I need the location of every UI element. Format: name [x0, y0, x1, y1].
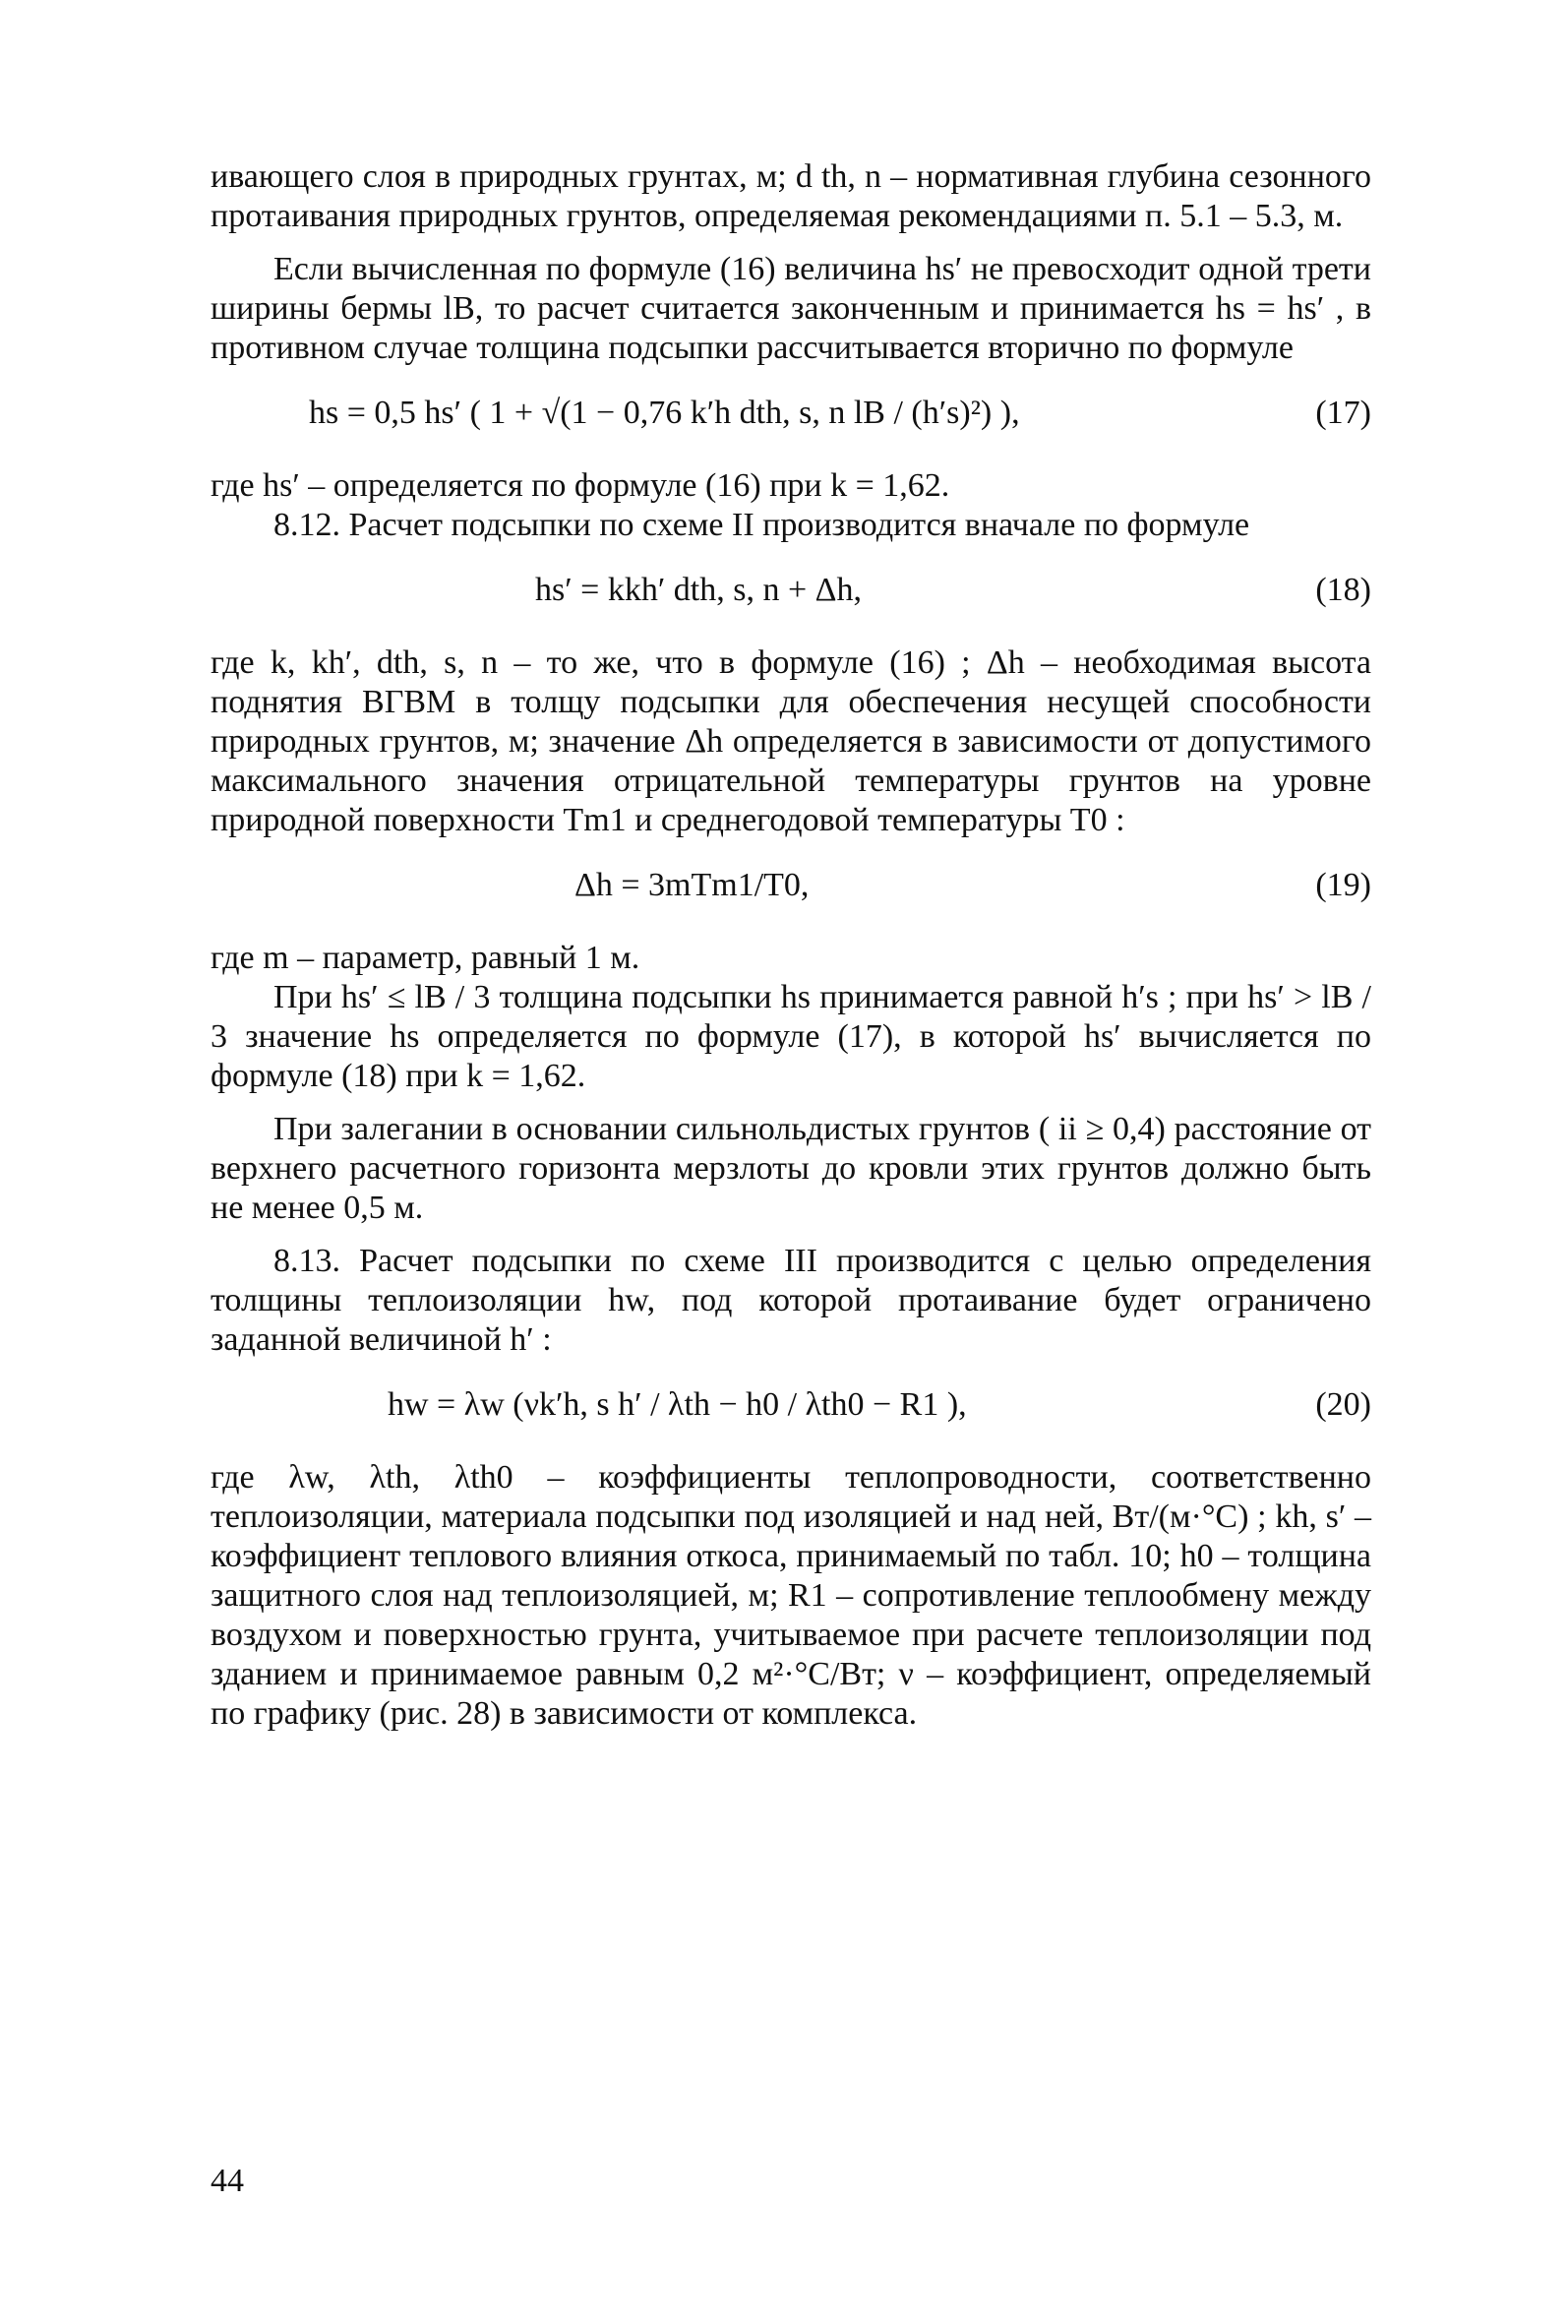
formula-19-number: (19) — [1315, 867, 1371, 903]
paragraph-7: При hs′ ≤ lB / 3 толщина подсыпки hs принимается равной h′s ; при hs′ > lB / 3 значение hs определяется по формуле (17), в которой hs′ вычисляется по формуле (18) при k = 1,62. — [211, 979, 1371, 1094]
formula-20-number: (20) — [1315, 1386, 1371, 1423]
formula-17-expression: hs = 0,5 hs′ ( 1 + √(1 − 0,76 k′h dth, s, n lB / (h′s)²) ), — [309, 395, 1020, 431]
paragraph-10: где λw, λth, λth0 – коэффициенты теплопроводности, соответственно теплоизоляции, материала подсыпки под изоляцией и над ней, Вт/(м·°С) ; kh, s′ – коэффициент теплового влияния откоса, принимаемый по табл. 10; h0 – толщина защитного слоя над теплоизоляцией, м; R1 – сопротивление теплообмену между воздухом и поверхностью грунта, учитываемое при расчете теплоизоляции под зданием и принимаемое равным 0,2 м²·°С/Вт; ν – коэффициент, определяемый по графику (рис. 28) в зависимости от комплекса. — [211, 1459, 1371, 1732]
paragraph-5: где k, kh′, dth, s, n – то же, что в формуле (16) ; Δh – необходимая высота поднятия ВГВМ в толщу подсыпки для обеспечения несущей способности природных грунтов, м; значение Δh определяется в зависимости от допустимого максимального значения отрицательной температуры грунтов на уровне природной поверхности Tm1 и среднегодовой температуры T0 : — [211, 644, 1371, 838]
formula-17 — [211, 380, 1371, 455]
formula-18-expression: hs′ = kkh′ dth, s, n + Δh, — [535, 572, 862, 608]
paragraph-1: ивающего слоя в природных грунтах, м; d th, n – нормативная глубина сезонного протаивания природных грунтов, определяемая рекомендациями п. 5.1 – 5.3, м. — [211, 158, 1371, 234]
paragraph-2: Если вычисленная по формуле (16) величина hs′ не превосходит одной трети ширины бермы lB, то расчет считается законченным и принимается hs = hs′ , в противном случае толщина подсыпки рассчитывается вторично по формуле — [211, 251, 1371, 366]
formula-20-expression: hw = λw (νk′h, s h′ / λth − h0 / λth0 − R1 ), — [388, 1386, 967, 1423]
formula-20 — [211, 1372, 1371, 1446]
paragraph-9: 8.13. Расчет подсыпки по схеме III производится с целью определения толщины теплоизоляции hw, под которой протаивание будет ограничено заданной величиной h′ : — [211, 1243, 1371, 1358]
formula-17-number: (17) — [1315, 395, 1371, 431]
formula-19-expression: Δh = 3mTm1/T0, — [574, 867, 810, 903]
page-number: 44 — [211, 2163, 244, 2199]
paragraph-8: При залегании в основании сильнольдистых грунтов ( ii ≥ 0,4) расстояние от верхнего расчетного горизонта мерзлоты до кровли этих грунтов должно быть не менее 0,5 м. — [211, 1111, 1371, 1226]
paragraph-3: где hs′ – определяется по формуле (16) при k = 1,62. — [211, 467, 950, 504]
document-body — [211, 157, 1371, 1734]
formula-19 — [211, 852, 1371, 927]
formula-18-number: (18) — [1315, 572, 1371, 608]
paragraph-4: 8.12. Расчет подсыпки по схеме II производится вначале по формуле — [273, 507, 1250, 543]
paragraph-6: где m – параметр, равный 1 м. — [211, 940, 640, 976]
formula-18 — [211, 557, 1371, 632]
